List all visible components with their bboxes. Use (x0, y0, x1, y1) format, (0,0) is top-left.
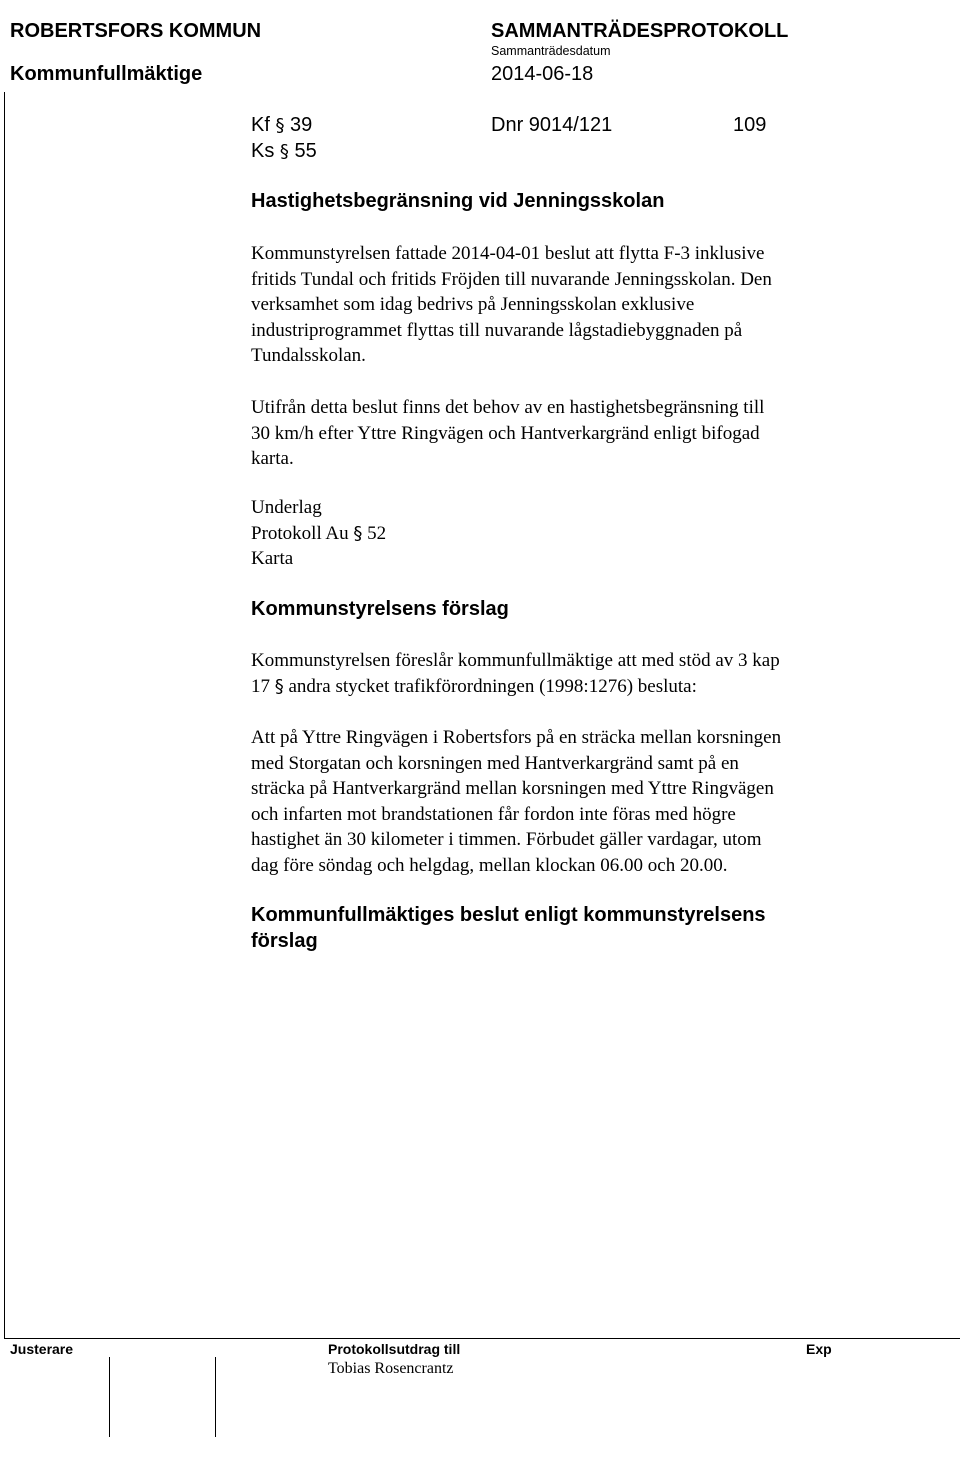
page-number: 109 (733, 114, 767, 136)
section-sign: § (275, 115, 285, 136)
ks-reference (251, 138, 317, 165)
meeting-date: 2014-06-18 (491, 63, 594, 85)
paragraph-need: Utifrån detta beslut finns det behov av en hastighetsbegränsning till 30 km/h efter Yttre Ringvägen och Hantverkargränd enligt bifogad karta. (251, 397, 765, 470)
underlag-section (251, 495, 386, 572)
document-title: Hastighetsbegränsning vid Jenningsskolan (251, 190, 665, 212)
kf-prefix: Kf (251, 114, 270, 136)
section-sign: § (353, 522, 363, 544)
governing-body: Kommunfullmäktige (10, 63, 203, 85)
forslag-intro (251, 648, 780, 699)
beslut-heading: Kommunfullmäktiges beslut enligt kommunstyrelsens förslag (251, 904, 766, 952)
footer-exp-label: Exp (806, 1341, 832, 1357)
forslag-heading: Kommunstyrelsens förslag (251, 598, 509, 620)
underlag-item-protokoll (251, 521, 386, 547)
municipality-name: ROBERTSFORS KOMMUN (10, 20, 262, 42)
paragraph-background: Kommunstyrelsen fattade 2014-04-01 beslut att flytta F-3 inklusive fritids Tundal och fritids Fröjden till nuvarande Jenningsskolan. Den verksamhet som idag bedrivs på Jenningsskolan exklusive industriprogrammet flyttas till nuvarande lågstadiebyggnaden på Tundalsskolan. (251, 243, 772, 367)
signature-box-line (109, 1357, 110, 1437)
footer-divider-line (4, 1338, 960, 1339)
footer-justerare-label: Justerare (10, 1341, 74, 1357)
document-type: SAMMANTRÄDESPROTOKOLL (491, 20, 789, 42)
forslag-intro-line2 (251, 674, 780, 700)
kf-reference (251, 112, 312, 139)
forslag-intro-line2-text: andra stycket trafikförordningen (1998:1276) besluta: (288, 675, 697, 697)
signature-box-line (215, 1357, 216, 1437)
underlag-item-karta: Karta (251, 548, 294, 570)
section-sign: § (279, 141, 289, 162)
paragraph-decision-proposal: Att på Yttre Ringvägen i Robertsfors på en sträcka mellan korsningen med Storgatan och korsningen med Hantverkargränd samt på en sträcka på Hantverkargränd mellan korsningen med Yttre Ringvägen och infarten mot brandstationen får fordon inte föras med högre hastighet än 30 kilometer i timmen. Förbudet gäller vardagar, utom dag före söndag och helgdag, mellan klockan 06.00 och 20.00. (251, 727, 782, 876)
kf-number: 39 (290, 114, 313, 136)
footer-recipient: Tobias Rosencrantz (328, 1360, 454, 1377)
dnr-number: Dnr 9014/121 (491, 114, 613, 136)
forslag-chapter-number: 17 (251, 675, 270, 697)
forslag-intro-line1: Kommunstyrelsen föreslår kommunfullmäktige att med stöd av 3 kap (251, 650, 780, 671)
frame-left-line (4, 92, 5, 1339)
section-sign: § (274, 675, 284, 697)
meeting-date-label: Sammanträdesdatum (491, 44, 611, 58)
underlag-item-protokoll-text: Protokoll Au (251, 522, 349, 544)
underlag-heading: Underlag (251, 497, 322, 518)
ks-prefix: Ks (251, 140, 275, 162)
underlag-item-protokoll-number: 52 (367, 522, 387, 544)
ks-number: 55 (294, 140, 317, 162)
footer-utdrag-label: Protokollsutdrag till (328, 1341, 461, 1357)
